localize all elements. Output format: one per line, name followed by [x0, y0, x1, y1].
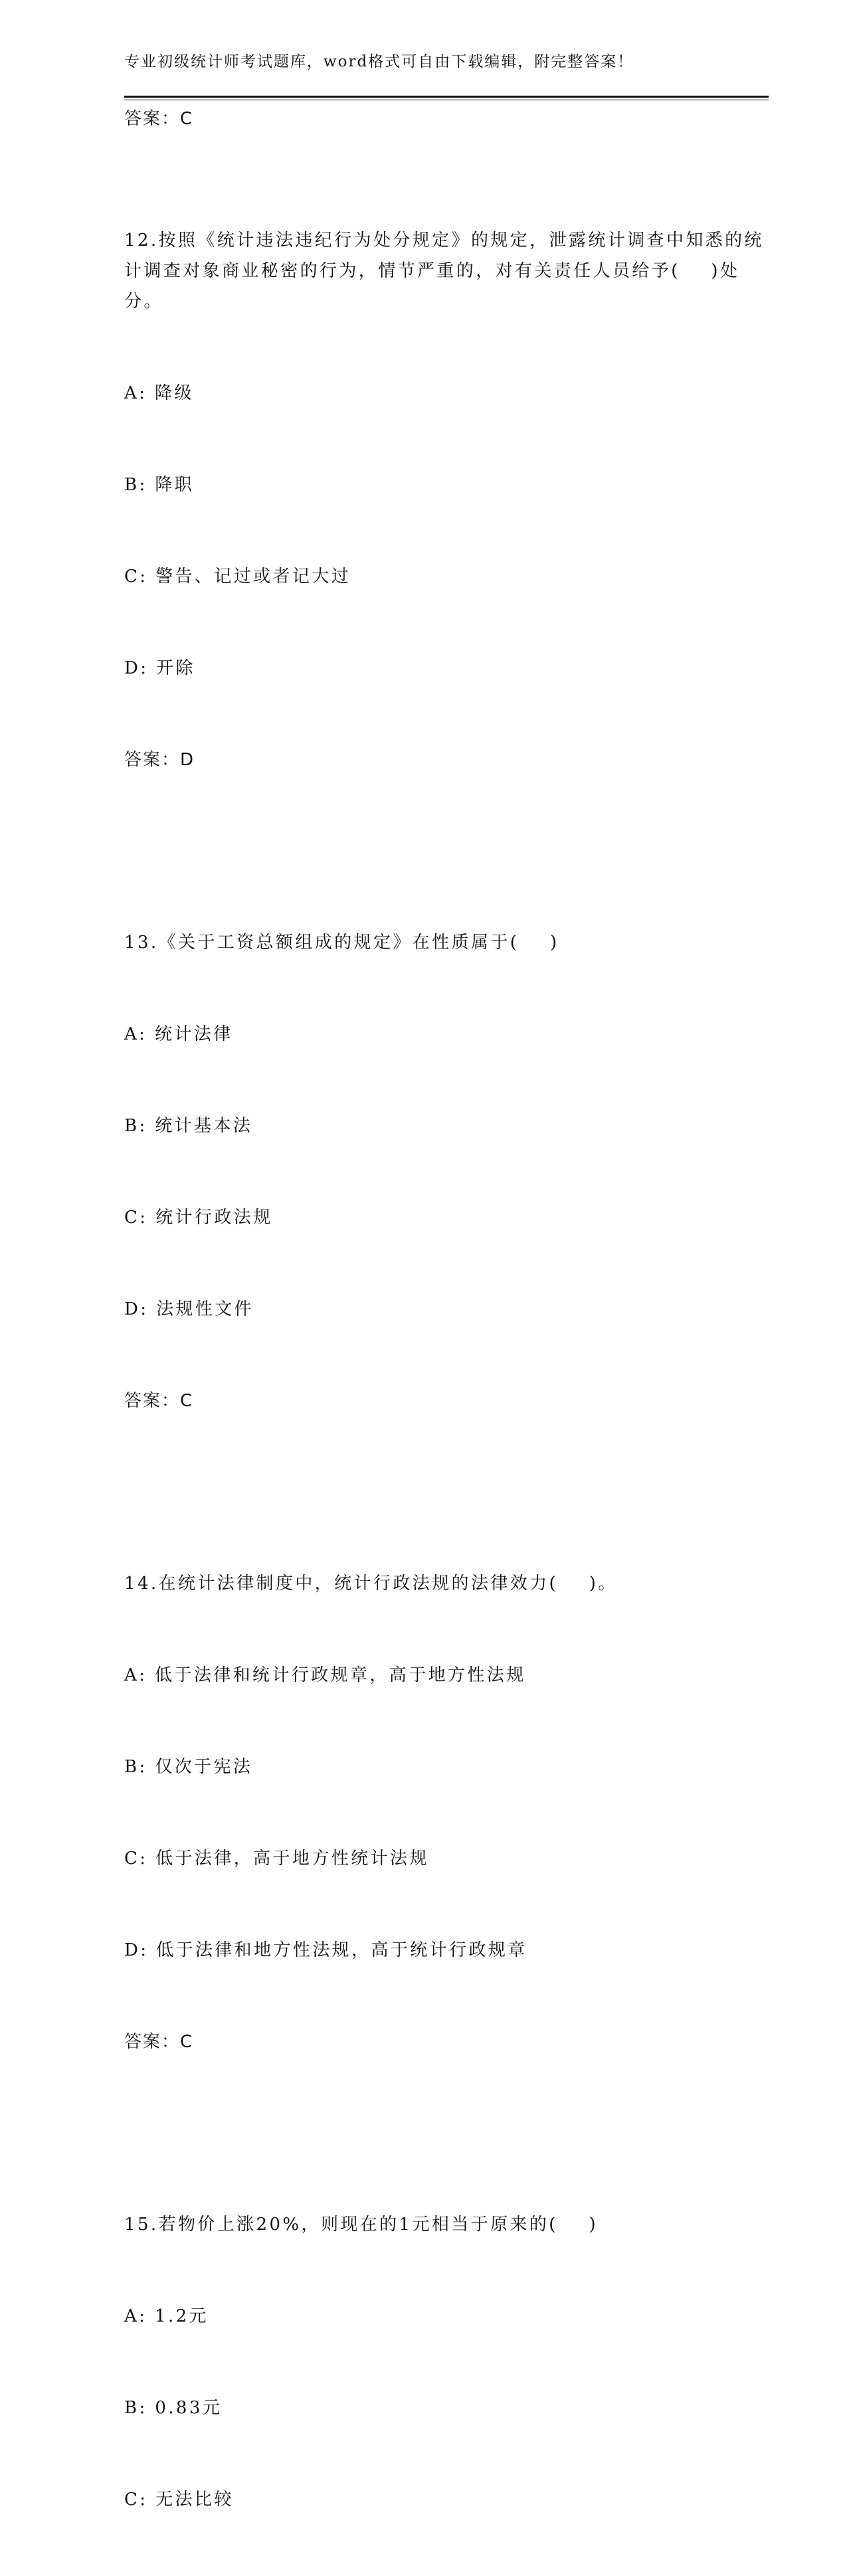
- answer-line: 答案：C: [124, 1391, 194, 1411]
- question-14: [124, 1507, 769, 2118]
- question-stem: 15.若物价上涨20%，则现在的1元相当于原来的( ): [124, 2215, 599, 2235]
- option-d: D: 低于法律和地方性法规，高于统计行政规章: [124, 1940, 527, 1960]
- option-a: A: 降级: [124, 383, 194, 403]
- option-a: A: 统计法律: [124, 1024, 233, 1044]
- option-c: C: 无法比较: [124, 2490, 234, 2510]
- header-rule-thick: [124, 96, 769, 98]
- page-header: 专业初级统计师考试题库，word格式可自由下载编辑，附完整答案！: [124, 53, 634, 70]
- leading-answer: 答案：C: [124, 109, 194, 129]
- question-list: [124, 104, 769, 2576]
- answer-line: 答案：D: [124, 750, 195, 770]
- option-b: B: 降职: [124, 475, 195, 495]
- question-13: [124, 866, 769, 1477]
- option-b: B: 0.83元: [124, 2398, 223, 2418]
- option-b: B: 仅次于宪法: [124, 1757, 253, 1777]
- option-b: B: 统计基本法: [124, 1116, 253, 1136]
- question-15: [124, 2148, 769, 2576]
- option-c: C: 统计行政法规: [124, 1208, 273, 1228]
- option-c: C: 低于法律，高于地方性统计法规: [124, 1849, 429, 1869]
- option-c: C: 警告、记过或者记大过: [124, 567, 351, 587]
- question-stem: 12.按照《统计违法违纪行为处分规定》的规定，泄露统计调查中知悉的统计调查对象商业秘密的行为，情节严重的，对有关责任人员给予( )处分。: [124, 230, 764, 312]
- question-12: [124, 164, 769, 836]
- option-d: D: 开除: [124, 658, 195, 678]
- answer-line: 答案：C: [124, 2032, 194, 2052]
- option-a: A: 低于法律和统计行政规章，高于地方性法规: [124, 1665, 526, 1685]
- option-a: A: 1.2元: [124, 2306, 209, 2326]
- question-stem: 13.《关于工资总额组成的规定》在性质属于( ): [124, 933, 559, 953]
- question-stem: 14.在统计法律制度中，统计行政法规的法律效力( )。: [124, 1574, 618, 1594]
- option-d: D: 法规性文件: [124, 1299, 254, 1319]
